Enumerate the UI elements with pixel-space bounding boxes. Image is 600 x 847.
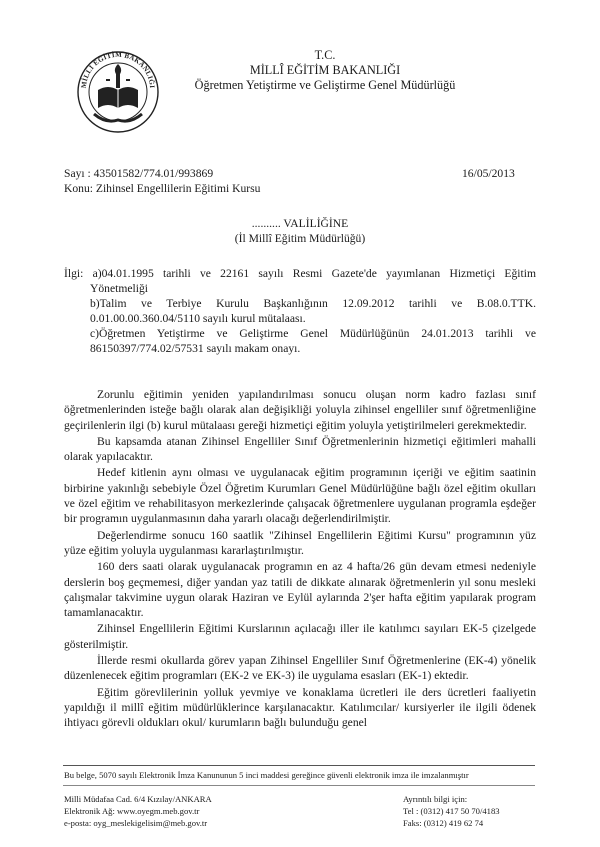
body-paragraph: Zorunlu eğitimin yeniden yapılandırılması sonucu oluşan norm kadro fazlası sınıf öğretmenlerinden isteğe bağlı olarak alan değişikliği yoluyla zihinsel engelliler sınıf öğretmenliğine geçirilenlerin ilgi (b) kurul mütalaası gereği hizmetiçi eğitim yoluyla yetiştirilmeleri gerekmektedir. [64, 388, 536, 432]
reference-c-line1: c)Öğretmen Yetiştirme ve Geliştirme Genel Müdürlüğünün 24.01.2013 tarihli ve [90, 327, 536, 340]
footer-email: e-posta: oyg_meslekigelisim@meb.gov.tr [64, 818, 208, 828]
reference-a-line2: Yönetmeliği [90, 282, 148, 296]
body-paragraph: Zihinsel Engellilerin Eğitimi Kurslarının açılacağı iller ile katılımcı sayıları EK-5 çizelgede gösterilmiştir. [64, 622, 536, 651]
footer-fax: Faks: (0312) 419 62 74 [403, 818, 484, 828]
ministry-heading: MİLLÎ EĞİTİM BAKANLIĞI [249, 63, 401, 77]
letter-body [64, 387, 536, 731]
document-subject: Konu: Zihinsel Engellilerin Eğitimi Kursu [64, 182, 261, 195]
addressee-line: .......... VALİLİĞİNE [251, 217, 349, 230]
footer-divider-bottom [63, 785, 535, 786]
body-paragraph: Değerlendirme sonucu 160 saatlik "Zihinsel Engellilerin Eğitimi Kursu" programının yüz yüze eğitim yoluyla uygulanması kararlaştırılmıştır. [64, 528, 536, 557]
footer-phone: Tel : (0312) 417 50 70/4183 [403, 806, 500, 816]
reference-b-line2: 0.01.00.00.360.04/5110 sayılı kurul mütalaası. [90, 312, 306, 326]
body-paragraph: Hedef kitlenin aynı olması ve uygulanacak eğitim programının içeriği ve eğitim saatinin birbirine yakınlığı sebebiyle Özel Öğretim Kurumları Genel Müdürlüğüne bağlı özel eğitim okulları ve özel eğitim ve rehabilitasyon merkezlerinde çalışacak öğretmenlere uygulanan programla eşdeğer bir programın uygulanmasının daha yararlı olacağı değerlendirilmiştir. [64, 466, 536, 526]
footer-address: Milli Müdafaa Cad. 6/4 Kızılay/ANKARA [64, 794, 212, 804]
body-paragraph: İllerde resmi okullarda görev yapan Zihinsel Engelliler Sınıf Öğretmenlerine (EK-4) yönelik düzenlenecek eğitim programları (EK-2 ve EK-3) ile uygulama esasları (EK-1) ektedir. [64, 654, 536, 683]
ministry-logo [76, 50, 160, 134]
svg-text:MİLLİ EĞİTİM BAKANLIĞI: MİLLİ EĞİTİM BAKANLIĞI [79, 50, 157, 89]
document-number: Sayı : 43501582/774.01/993869 [64, 167, 214, 180]
reference-b-line1: b)Talim ve Terbiye Kurulu Başkanlığının 12.09.2012 tarihli ve B.08.0.TTK. [90, 297, 536, 310]
addressee-subline: (İl Millî Eğitim Müdürlüğü) [234, 232, 366, 245]
body-paragraph: 160 ders saati olarak uygulanacak programın en az 4 hafta/26 gün devam etmesi nedeniyle derslerin boş geçmemesi, diğer yandan yaz tatili de dikkate alınarak öğretmenlerin yıl sonu mesleki çalışmalar takvimine uygun olarak Haziran ve Eylül aylarında 2'şer hafta eğitim yapılarak program tamamlanacaktır. [64, 560, 536, 620]
country-heading: T.C. [314, 48, 336, 62]
e-signature-note: Bu belge, 5070 sayılı Elektronik İmza Kanununun 5 inci maddesi gereğince güvenli elektronik imza ile imzalanmıştır [64, 770, 469, 780]
directorate-heading: Öğretmen Yetiştirme ve Geliştirme Genel Müdürlüğü [194, 78, 456, 92]
reference-c-line2: 86150397/774.02/57531 sayılı makam onayı. [90, 342, 301, 356]
footer-divider-top [63, 765, 535, 766]
body-paragraph: Bu kapsamda atanan Zihinsel Engelliler Sınıf Öğretmenlerinin hizmetiçi eğitimleri mahalli olarak yapılacaktır. [64, 434, 536, 464]
reference-a [64, 266, 536, 297]
footer-info-title: Ayrıntılı bilgi için: [403, 794, 468, 804]
document-date: 16/05/2013 [462, 167, 515, 180]
reference-c [90, 326, 536, 357]
footer-website: Elektronik Ağ: www.oyegm.meb.gov.tr [64, 806, 200, 816]
body-paragraph: Eğitim görevlilerinin yolluk yevmiye ve konaklama ücretleri ile ders ücretleri faaliyetin yapıldığı il millî eğitim müdürlüklerince karşılanacaktır. Katılımcılar/ kursiyerler ile ilgili ödenek ihtiyacı görevli oldukları okul/ kurumların bağlı bulunduğu genel [64, 685, 536, 730]
reference-a-line1: İlgi: a)04.01.1995 tarihli ve 22161 sayılı Resmi Gazete'de yayımlanan Hizmetiçi Eğitim [64, 267, 536, 280]
reference-b [90, 296, 536, 327]
